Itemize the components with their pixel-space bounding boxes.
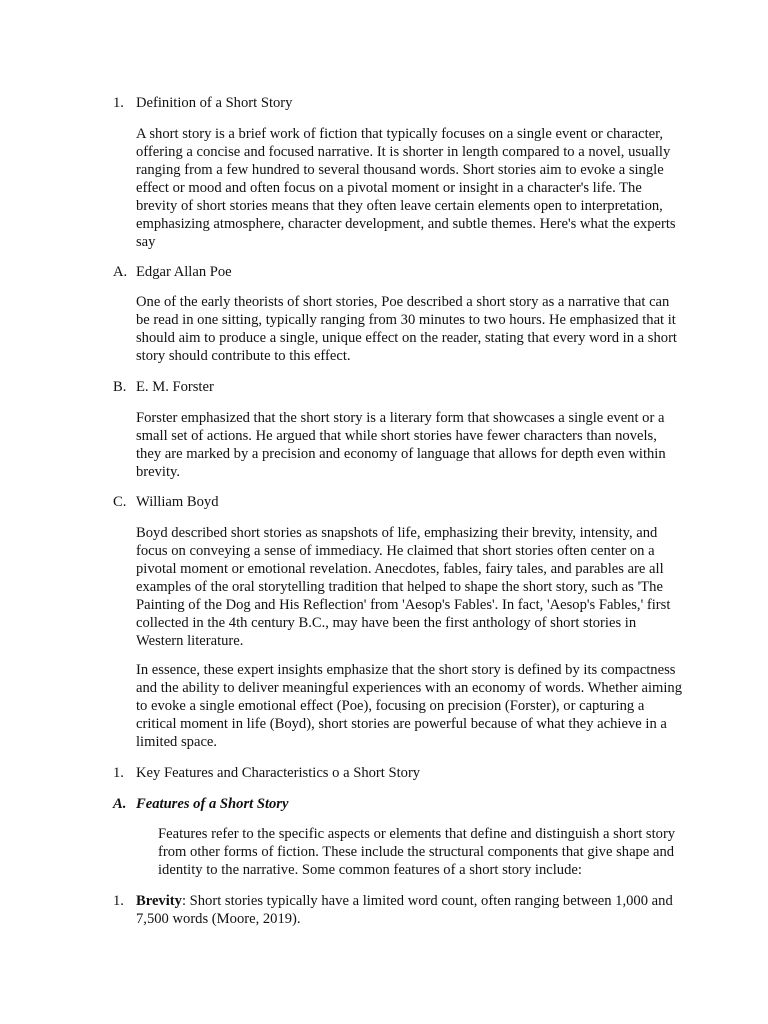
list-number: 1. bbox=[113, 765, 124, 781]
list-marker: A. bbox=[113, 796, 127, 812]
expert-paragraph-poe: One of the early theorists of short stories, Poe described a short story as a narrative that can be read in one sitting, typically ranging from 30 minutes to two hours. He emphasized that it should aim to produce a single, unique effect on the reader, stating that every word in a short story should contribute to this effect. bbox=[136, 294, 677, 364]
section-title: Key Features and Characteristics o a Short Story bbox=[136, 765, 421, 781]
summary-paragraph: In essence, these expert insights emphasize that the short story is defined by its compactness and the ability to deliver meaningful experiences with an economy of words. Whether aiming to evoke a single emotional effect (Poe), focusing on precision (Forster), or capturing a critical moment in life (Boyd), short stories are powerful because of what they achieve in a limited space. bbox=[136, 662, 683, 750]
features-paragraph: Features refer to the specific aspects or elements that define and distinguish a short story from other forms of fiction. These include the structural components that give shape and identity to the narrative. Some common features of a short story include: bbox=[158, 826, 676, 878]
section-title: Definition of a Short Story bbox=[136, 95, 293, 111]
definition-paragraph: A short story is a brief work of fiction that typically focuses on a single event or character, offering a concise and focused narrative. It is shorter in length compared to a novel, usually ranging from a few hundred to several thousand words. Short stories aim to evoke a single effect or mood and often focus on a pivotal moment or insight in a character's life. The brevity of short stories means that they often leave certain elements open to interpretation, emphasizing atmosphere, character development, and subtle themes. Here's what the experts say bbox=[136, 126, 676, 250]
subsection-title: Features of a Short Story bbox=[136, 796, 289, 812]
feature-text bbox=[136, 892, 676, 928]
list-marker: B. bbox=[113, 379, 127, 395]
expert-name: William Boyd bbox=[136, 494, 219, 510]
list-number: 1. bbox=[113, 95, 124, 111]
expert-paragraph-forster: Forster emphasized that the short story is a literary form that showcases a single event or a small set of actions. He argued that while short stories have fewer characters than novels, they are marked by a precision and economy of language that allows for depth even within brevity. bbox=[136, 410, 666, 480]
expert-paragraph-boyd: Boyd described short stories as snapshots of life, emphasizing their brevity, intensity, and focus on conveying a sense of immediacy. He claimed that short stories often center on a pivotal moment or emotional revelation. Anecdotes, fables, fairy tales, and parables are all examples of the oral storytelling tradition that helped to shape the short story, such as 'The Painting of the Dog and His Reflection' from 'Aesop's Fables'. In fact, 'Aesop's Fables,' first collected in the 4th century B.C., may have been the first anthology of short stories in Western literature. bbox=[136, 525, 671, 649]
list-marker: C. bbox=[113, 494, 127, 510]
list-marker: A. bbox=[113, 264, 128, 280]
feature-description: : Short stories typically have a limited word count, often ranging between 1,000 and 7,500 words (Moore, 2019). bbox=[136, 893, 673, 927]
feature-term: Brevity bbox=[136, 893, 182, 909]
expert-name: E. M. Forster bbox=[136, 379, 214, 395]
list-number: 1. bbox=[113, 893, 124, 909]
expert-name: Edgar Allan Poe bbox=[136, 264, 232, 280]
